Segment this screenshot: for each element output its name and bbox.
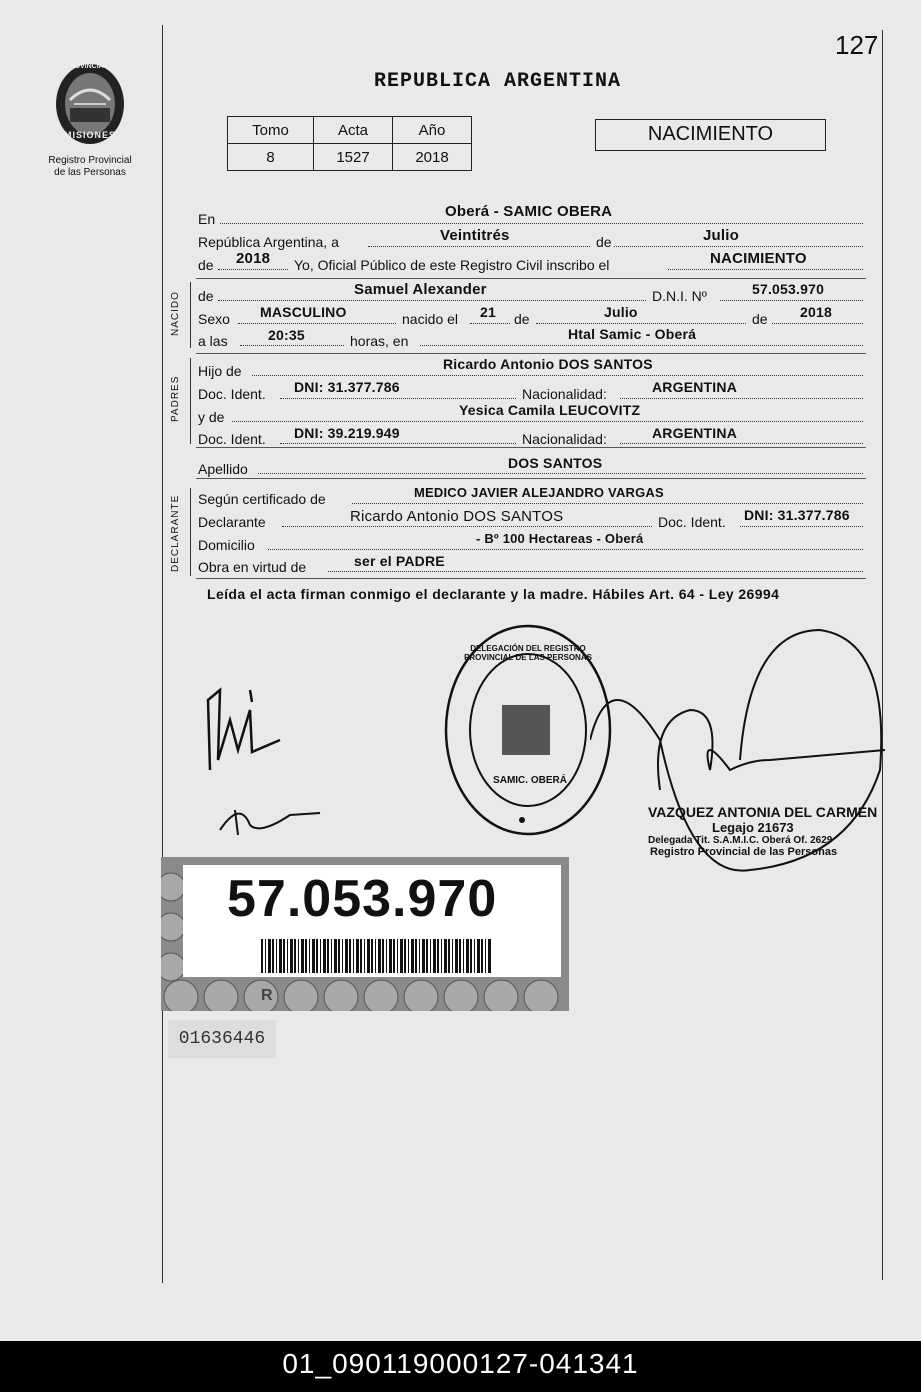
- section-divider: [196, 478, 866, 479]
- stamp-center-text: SAMIC. OBERÁ: [493, 775, 567, 786]
- dotted-line: [740, 526, 863, 527]
- dotted-line: [280, 443, 516, 444]
- value-by-virtue: ser el PADRE: [354, 553, 445, 569]
- side-label-padres: PADRES: [170, 375, 181, 422]
- label-doc-ident-mother: Doc. Ident.: [198, 431, 266, 447]
- security-label-panel: [183, 865, 561, 977]
- value-birth-day: 21: [480, 304, 496, 320]
- label-horas-en: horas, en: [350, 333, 409, 349]
- dotted-line: [258, 473, 863, 474]
- table-cell: 2018: [393, 144, 472, 171]
- label-a-las: a las: [198, 333, 228, 349]
- officer-role: Delegada Tit. S.A.M.I.C. Oberá Of. 2629: [648, 835, 833, 846]
- label-de-year: de: [752, 311, 768, 327]
- label-sexo: Sexo: [198, 311, 230, 327]
- dotted-line: [668, 269, 863, 270]
- registry-name: [30, 155, 150, 179]
- value-birth-time: 20:35: [268, 327, 305, 343]
- officer-name: VAZQUEZ ANTONIA DEL CARMEN: [648, 804, 878, 820]
- table-header: Año: [393, 117, 472, 144]
- record-table: [227, 116, 472, 171]
- label-y-de: y de: [198, 409, 225, 425]
- dotted-line: [232, 421, 863, 422]
- value-place: Oberá - SAMIC OBERA: [445, 203, 613, 220]
- registry-line1: Registro Provincial: [48, 155, 132, 166]
- label-segun: Según certificado de: [198, 491, 326, 507]
- closing-statement: Leída el acta firman conmigo el declarante y la madre. Hábiles Art. 64 - Ley 26994: [207, 586, 780, 602]
- label-de2: de: [198, 257, 214, 273]
- dotted-line: [720, 300, 863, 301]
- label-de-month: de: [514, 311, 530, 327]
- section-divider: [196, 578, 866, 579]
- value-surname: DOS SANTOS: [508, 455, 603, 471]
- control-number: 01636446: [168, 1020, 276, 1058]
- dotted-line: [252, 375, 863, 376]
- value-father: Ricardo Antonio DOS SANTOS: [443, 356, 653, 372]
- value-father-doc: DNI: 31.377.786: [294, 379, 400, 395]
- dotted-line: [620, 398, 863, 399]
- dotted-line: [772, 323, 863, 324]
- crest-bottom-text: MISIONES: [63, 130, 116, 140]
- dotted-line: [352, 503, 863, 504]
- label-doc-ident-father: Doc. Ident.: [198, 386, 266, 402]
- label-obra: Obra en virtud de: [198, 559, 307, 575]
- label-domicilio: Domicilio: [198, 537, 255, 553]
- dotted-line: [218, 300, 646, 301]
- officer-legajo: Legajo 21673: [712, 820, 794, 835]
- label-nationality-father: Nacionalidad:: [522, 386, 607, 402]
- value-declarant: Ricardo Antonio DOS SANTOS: [350, 508, 564, 525]
- section-divider: [196, 278, 866, 279]
- dotted-line: [420, 345, 863, 346]
- registry-line2: de las Personas: [54, 167, 126, 178]
- side-bar: [190, 488, 191, 576]
- label-declarante: Declarante: [198, 514, 266, 530]
- value-mother: Yesica Camila LEUCOVITZ: [459, 402, 641, 418]
- dotted-line: [280, 398, 516, 399]
- officer-registry: Registro Provincial de las Personas: [650, 846, 838, 858]
- table-header: Tomo: [228, 117, 314, 144]
- crest-top-text: PROVINCIA DE: [64, 63, 116, 70]
- label-pattern-letter: R: [261, 987, 273, 1004]
- value-father-nationality: ARGENTINA: [652, 379, 738, 395]
- value-month: Julio: [703, 227, 740, 244]
- label-apellido: Apellido: [198, 461, 248, 477]
- page-number: 127: [835, 30, 879, 60]
- value-certificate: MEDICO JAVIER ALEJANDRO VARGAS: [414, 485, 664, 500]
- label-nationality-mother: Nacionalidad:: [522, 431, 607, 447]
- label-doc-ident-declarant: Doc. Ident.: [658, 514, 726, 530]
- label-republica: República Argentina, a: [198, 234, 339, 250]
- dotted-line: [470, 323, 510, 324]
- side-label-declarante: DECLARANTE: [170, 494, 181, 572]
- value-year: 2018: [236, 250, 271, 267]
- officer-block: [648, 804, 877, 858]
- security-label: [161, 857, 569, 1011]
- table-cell: 1527: [314, 144, 393, 171]
- value-birth-month: Julio: [604, 304, 638, 320]
- label-yo: Yo, Oficial Público de este Registro Civil inscribo el: [294, 257, 610, 273]
- dotted-line: [238, 323, 396, 324]
- dotted-line: [328, 571, 863, 572]
- barcode: [261, 939, 491, 973]
- dotted-line: [218, 269, 288, 270]
- section-divider: [196, 447, 866, 448]
- label-dni: D.N.I. Nº: [652, 288, 707, 304]
- label-de: de: [596, 234, 612, 250]
- section-divider: [196, 353, 866, 354]
- dotted-line: [282, 526, 652, 527]
- value-birth-place: Htal Samic - Oberá: [568, 326, 697, 342]
- label-en: En: [198, 211, 216, 227]
- label-nacido-el: nacido el: [402, 311, 459, 327]
- side-bar: [190, 282, 191, 348]
- value-birth-year: 2018: [800, 304, 832, 320]
- dotted-line: [368, 246, 590, 247]
- document-type-box: NACIMIENTO: [595, 119, 826, 151]
- label-hijo-de: Hijo de: [198, 363, 242, 379]
- country-title: REPUBLICA ARGENTINA: [374, 70, 622, 93]
- label-number: 57.053.970: [227, 870, 498, 928]
- value-sex: MASCULINO: [260, 304, 347, 320]
- label-name: de: [198, 288, 214, 304]
- dotted-line: [268, 549, 863, 550]
- stamp-ring-text: DELEGACIÓN DEL REGISTRO PROVINCIAL DE LAS PERSONAS: [464, 644, 592, 662]
- left-margin-line: [162, 25, 163, 1283]
- value-address: - Bº 100 Hectareas - Oberá: [476, 531, 644, 546]
- value-mother-doc: DNI: 39.219.949: [294, 425, 400, 441]
- footer-code: 01_090119000127-041341: [0, 1341, 921, 1392]
- value-dni: 57.053.970: [752, 281, 825, 297]
- dotted-line: [220, 223, 863, 224]
- value-day-words: Veintitrés: [440, 227, 510, 244]
- value-act-type: NACIMIENTO: [710, 250, 807, 267]
- signature-mother: [210, 795, 330, 850]
- value-name: Samuel Alexander: [354, 281, 487, 298]
- side-label-nacido: NACIDO: [170, 291, 181, 336]
- table-header: Acta: [314, 117, 393, 144]
- value-declarant-doc: DNI: 31.377.786: [744, 507, 850, 523]
- value-mother-nationality: ARGENTINA: [652, 425, 738, 441]
- signature-declarant: [190, 680, 300, 785]
- dotted-line: [240, 345, 344, 346]
- dotted-line: [536, 323, 746, 324]
- province-crest-logo: [50, 60, 130, 150]
- dotted-line: [620, 443, 863, 444]
- side-bar: [190, 358, 191, 444]
- dotted-line: [614, 246, 863, 247]
- table-cell: 8: [228, 144, 314, 171]
